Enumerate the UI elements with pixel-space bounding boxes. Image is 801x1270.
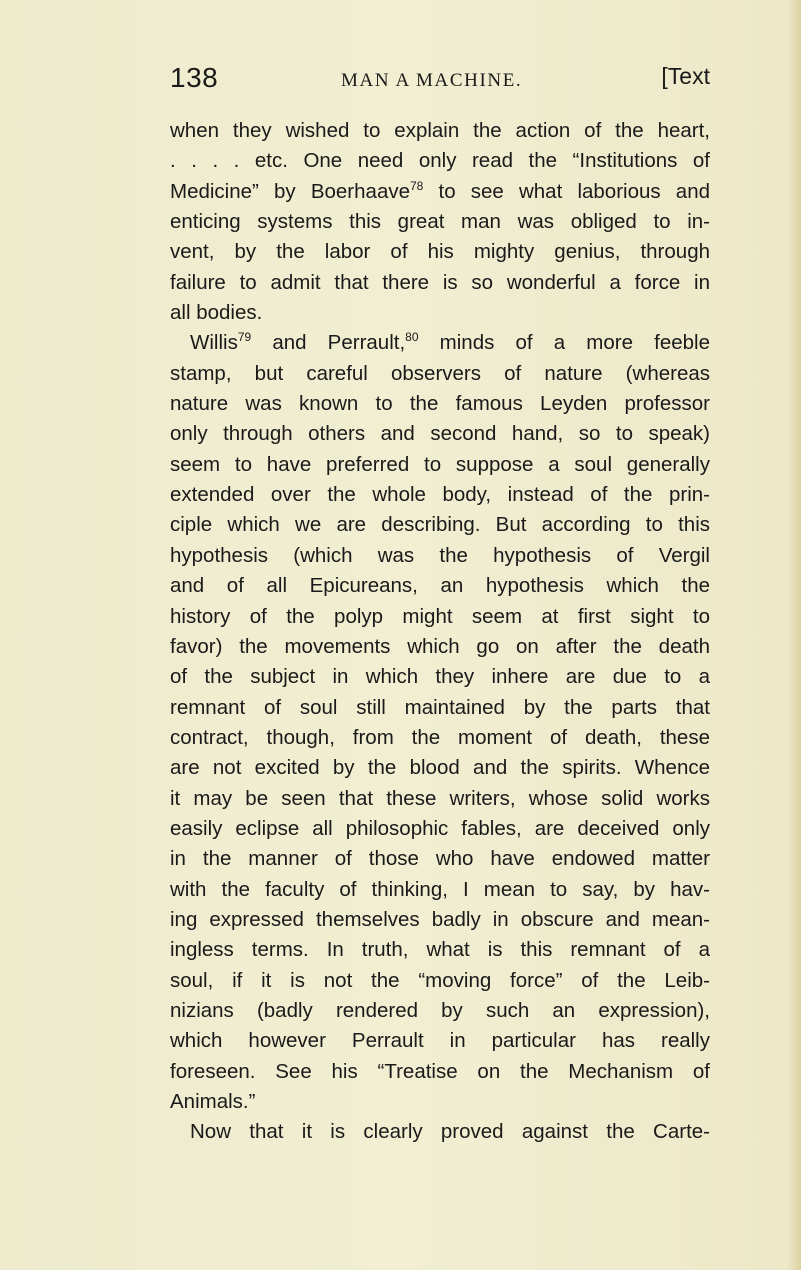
text-line: when they wished to explain the action of the heart, [170,119,710,142]
text-line [170,177,710,207]
text-line: failure to admit that there is so wonderful a force in [170,270,710,294]
text-line: favor) the movements which go on after the death [170,634,710,658]
text-line: with the faculty of thinking, I mean to say, by hav- [170,877,710,901]
text-line: enticing systems this great man was obliged to in- [170,210,710,234]
footnote-ref[interactable]: 80 [405,330,419,345]
text-line: nature was known to the famous Leyden professor [170,392,710,416]
text-line: vent, by the labor of his mighty genius, through [170,240,710,264]
text-line: foreseen. See his “Treatise on the Mechanism of [170,1059,710,1083]
text-line: only through others and second hand, so to speak) [170,422,710,446]
text-line: seem to have preferred to suppose a soul generally [170,452,710,476]
text-line: all bodies. [170,301,263,325]
text-fragment: minds of a more feeble [418,331,710,355]
text-line: soul, if it is not the “moving force” of the Leib- [170,968,710,992]
text-line: stamp, but careful observers of nature (whereas [170,361,710,385]
running-title: MAN A MACHINE. [341,70,523,91]
text-line: contract, though, from the moment of death, these [170,725,710,749]
page-edge-shadow [787,0,801,1270]
text-line: history of the polyp might seem at first sight to [170,604,710,628]
text-line: Now that it is clearly proved against the Carte- [190,1120,710,1144]
text-line: ciple which we are describing. But according to this [170,513,710,537]
body-text [170,116,710,1148]
text-line: ing expressed themselves badly in obscure and mean- [170,907,710,931]
text-line: nizians (badly rendered by such an expression), [170,998,710,1022]
text-line: easily eclipse all philosophic fables, are deceived only [170,816,710,840]
footnote-ref[interactable]: 78 [410,178,424,193]
text-line: of the subject in which they inhere are due to a [170,665,710,689]
text-line: it may be seen that these writers, whose solid works [170,786,710,810]
text-fragment: Willis [190,331,238,355]
text-line: are not excited by the blood and the spirits. Whence [170,756,710,780]
text-fragment: Medicine” by Boerhaave [170,179,410,203]
running-header [170,62,710,98]
text-line: remnant of soul still maintained by the parts that [170,695,710,719]
text-fragment: and Perrault, [251,331,406,355]
text-line: hypothesis (which was the hypothesis of Vergil [170,543,710,567]
text-fragment: to see what laborious and [423,179,710,203]
text-line [170,328,710,358]
text-line: ingless terms. In truth, what is this remnant of a [170,938,710,962]
footnote-ref[interactable]: 79 [237,330,252,345]
text-line: . . . . etc. One need only read the “Institutions of [170,149,710,173]
text-line: which however Perrault in particular has really [170,1029,710,1053]
section-mark: [Text [661,63,710,89]
text-line: Animals.” [170,1090,256,1113]
page-number: 138 [170,62,219,93]
text-line: extended over the whole body, instead of the prin- [170,483,710,507]
text-line: and of all Epicureans, an hypothesis which the [170,574,710,598]
text-line: in the manner of those who have endowed matter [170,847,710,871]
